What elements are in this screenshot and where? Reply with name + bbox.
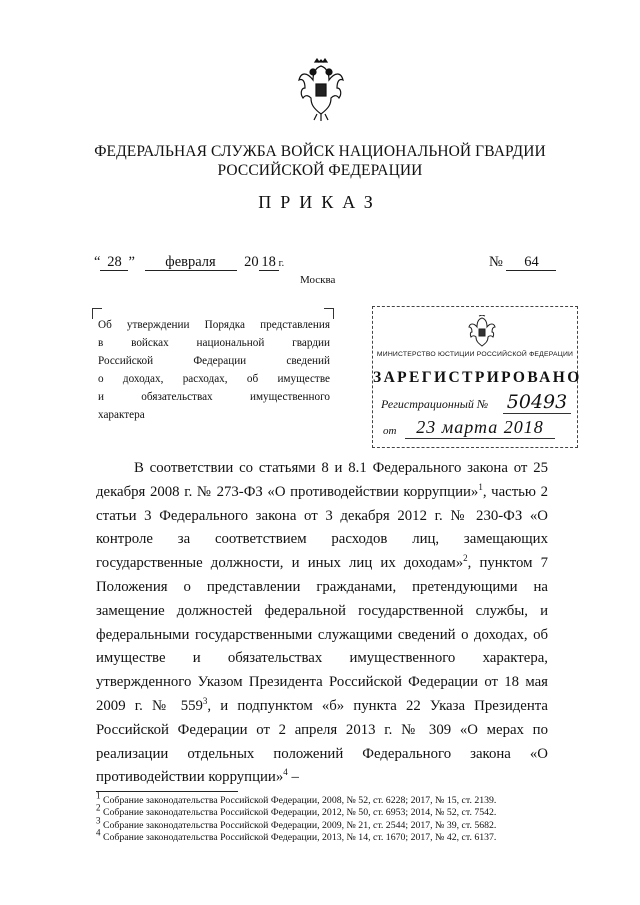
stamp-ministry: МИНИСТЕРСТВО ЮСТИЦИИ РОССИЙСКОЙ ФЕДЕРАЦИИ	[376, 351, 574, 358]
order-date	[94, 254, 284, 271]
preamble-text-3: , пунктом 7 Положения о представлении гражданами, претендующими на замещение должностей федеральной государственной службы, и федеральными государственными служащими сведений о доходах, об имуществе и обязательствах имущественного характера, утвержденного Указом Президента Российской Федерации от 18 мая 2009 г. № 559	[96, 555, 548, 714]
footnote-divider	[96, 791, 238, 792]
preamble-text-4: , и подпунктом «б» пункта 22 Указа Президента Российской Федерации от 2 апреля 2013 г. № 309 «О мерах по реализации отдельных положений Федерального закона «О противодействии коррупции»	[96, 697, 548, 786]
subject-line: Об утверждении Порядка представления	[98, 319, 330, 331]
stamp-registered: ЗАРЕГИСТРИРОВАНО	[373, 369, 582, 386]
order-number-value: 64	[506, 255, 556, 271]
stamp-from-label: от	[383, 425, 397, 437]
order-number	[489, 254, 556, 271]
order-subject	[98, 316, 330, 424]
preamble	[96, 457, 548, 790]
preamble-text-2: , частью 2 статьи 3 Федерального закона от 3 декабря 2012 г. № 230-ФЗ «О контроле за соответствием расходов лиц, замещающих государственные должности, и иных лиц их доходам»	[96, 483, 549, 572]
registration-stamp	[372, 306, 582, 448]
date-open-quote: “	[94, 254, 101, 270]
order-number-label: №	[489, 254, 503, 270]
stamp-reg-number: 50493	[503, 391, 571, 414]
preamble-text-5: –	[287, 769, 299, 786]
date-year-suffix: 18	[259, 255, 279, 271]
preamble-text-1: В соответствии со статьями 8 и 8.1 Федерального закона от 25 декабря 2008 г. № 273-ФЗ «О противодействии коррупции»	[96, 460, 548, 500]
subject-line: характера	[98, 409, 145, 421]
date-year-prefix: 20	[244, 254, 259, 270]
footnote-ref: 2	[463, 553, 468, 564]
russian-coat-of-arms-icon	[297, 58, 345, 122]
footnote-ref: 4	[283, 767, 288, 778]
stamp-reg-date: 23 марта 2018	[405, 417, 555, 439]
date-year-abbr: г.	[278, 258, 285, 269]
document-type: ПРИКАЗ	[258, 192, 382, 212]
preamble-paragraph	[96, 457, 548, 790]
footnotes	[96, 790, 566, 844]
subject-line: Российской Федерации сведений	[98, 355, 330, 367]
footnote: $^3$ Собрание законодательства Российской Федерации, 2009, № 21, ст. 2544; 2017, № 39, ст. 5682.	[96, 815, 497, 831]
subject-line: о доходах, расходах, об имуществе	[98, 373, 330, 385]
stamp-reg-number-label: Регистрационный №	[381, 397, 489, 411]
date-close-quote: ”	[128, 254, 135, 270]
stamp-eagle-icon	[468, 315, 496, 349]
agency-name	[0, 142, 640, 180]
footnote: $^2$ Собрание законодательства Российской Федерации, 2012, № 50, ст. 6953; 2014, № 52, ст. 7542.	[96, 803, 497, 819]
footnote: $^4$ Собрание законодательства Российской Федерации, 2013, № 14, ст. 1670; 2017, № 42, ст. 6137.	[96, 827, 497, 843]
footnote-ref: 1	[478, 481, 483, 492]
subject-line: в войсках национальной гвардии	[98, 337, 330, 349]
subject-line: и обязательствах имущественного	[98, 391, 330, 403]
footnote: $^1$ Собрание законодательства Российской Федерации, 2008, № 52, ст. 6228; 2017, № 15, ст. 2139.	[96, 790, 497, 806]
date-day: 28	[100, 255, 128, 271]
agency-name-line2: РОССИЙСКОЙ ФЕДЕРАЦИИ	[217, 162, 423, 179]
footnote-ref: 3	[202, 696, 208, 707]
agency-name-line1: ФЕДЕРАЛЬНАЯ СЛУЖБА ВОЙСК НАЦИОНАЛЬНОЙ ГВАРДИИ	[94, 143, 546, 160]
city: Москва	[300, 274, 336, 286]
date-month: февраля	[145, 255, 237, 271]
